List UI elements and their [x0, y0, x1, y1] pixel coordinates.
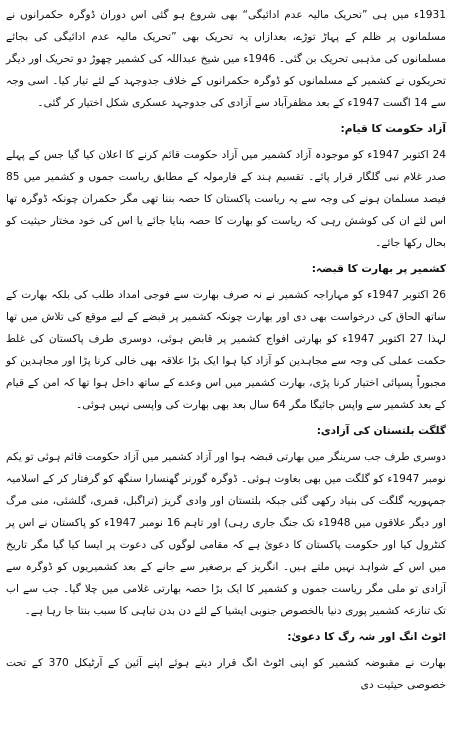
paragraph-integral-part-claim: بھارت نے مقبوضہ کشمیر کو اپنی اٹوٹ انگ قرار دیتے ہوئے اپنے آئین کے آرٹیکل 370 کے تحت خصوصی حیثیت دی	[6, 657, 446, 691]
heading-integral-part-claim: اٹوٹ انگ اور شہ رگ کا دعویٰ:	[287, 631, 446, 643]
heading-azad-government: آزاد حکومت کا قیام:	[340, 123, 446, 135]
heading-india-occupation: کشمیر پر بھارت کا قبضہ:	[311, 263, 446, 275]
paragraph-movement-history: 1931ء میں ہی ”تحریک مالیہ عدم ادائیگی“ بھی شروع ہو گئی اس دوران ڈوگرہ حکمرانوں نے مسلمانوں پر ظلم کے پہاڑ توڑے، بعدازاں یہ تحریک بھی ”تحریک مالیہ عدم ادائیگی کی بجائے مسلمانوں کی مذہبی تحریک بن گئی۔ 1946ء میں شیخ عبداللہ کی کشمیر چھوڑ دو تحریک اور دیگر تحریکوں نے کشمیر کے مسلمانوں کو ڈوگرہ حکمرانوں کے خلاف جدوجہد کے لئے تیار کیا۔ اسی وجہ سے 14 اگست 1947ء کے بعد مظفرآباد سے آزادی کی جدوجہد عسکری شکل اختیار کر گئی۔	[6, 9, 447, 109]
heading-gilgit-baltistan: گلگت بلتستان کی آزادی:	[316, 425, 446, 437]
paragraph-gilgit-baltistan: دوسری طرف جب سرینگر میں بھارتی قبضہ ہوا اور آزاد کشمیر میں آزاد حکومت قائم ہوئی تو یکم نومبر 1947ء کو گلگت میں بھی بغاوت ہوئی۔ ڈوگرہ گورنر گھنسارا سنگھ کو گرفتار کر کے اسلامیہ جمہوریہ گلگت کی بنیاد رکھی گئی جبکہ بلتستان اور وادی گریز (تراگبل، قمری، گلشئی، منی مرگ اور دیگر علاقوں میں 1948ء تک جنگ جاری رہی) اور تاہم 16 نومبر 1947ء کو پاکستان نے اس پر کنٹرول کیا اور حکومت پاکستان کا دعویٰ ہے کہ مقامی لوگوں کی دعوت پر ایسا کیا گیا مگر تاریخ میں اس کے شواہد نہیں ملتے ہیں۔ انگریز کے برصغیر سے جانے کے بعد کشمیریوں کو ڈوگرہ سے آزادی تو ملی مگر ریاست جموں و کشمیر کا ایک بڑا حصہ بھارتی غلامی میں چلا گیا۔ جب سے اب تک تنازعہ کشمیر پوری دنیا بالخصوص جنوبی ایشیا کے لئے دن بدن تباہی کا سبب بنتا جا رہا ہے۔	[6, 451, 446, 617]
paragraph-azad-government: 24 اکتوبر 1947ء کو موجودہ آزاد کشمیر میں آزاد حکومت قائم کرنے کا اعلان کیا گیا جس کے پہلے صدر غلام نبی گلگار قرار پائے۔ تقسیم ہند کے فارمولہ کے مطابق ریاست جموں و کشمیر میں 85 فیصد مسلمان ہونے کی وجہ سے یہ ریاست پاکستان کا حصہ بننا تھی مگر حکمران چونکہ ڈوگرہ تھا اس لئے ان کی کوشش رہی کہ ریاست کو بھارت کا حصہ بنایا جائے یا اس کی خود مختار حیثیت کو بحال رکھا جائے۔	[6, 149, 446, 249]
paragraph-india-occupation: 26 اکتوبر 1947ء کو مہاراجہ کشمیر نے نہ صرف بھارت سے فوجی امداد طلب کی بلکہ بھارت کے ساتھ الحاق کی درخواست بھی دی اور بھارت چونکہ کشمیر پر قبضے کے لیے موقع کی تلاش میں تھا لہذا 27 اکتوبر 1947ء کو بھارتی افواج کشمیر پر قابض ہوئی، دوسری طرف پاکستان کی غلط حکمت عملی کی وجہ سے مجاہدین کو آزاد کیا ہوا ایک بڑا علاقہ بھی خالی کرنا پڑا اور مجاہدین کو مجبوراً پسپائی اختیار کرنا پڑی، بھارت کشمیر میں اس وعدے کے ساتھ داخل ہوا تھا کہ امن کے قیام کے بعد کشمیر سے واپس جائیگا مگر 64 سال بعد بھی بھارت کی واپسی نہیں ہوئی۔	[6, 289, 446, 411]
